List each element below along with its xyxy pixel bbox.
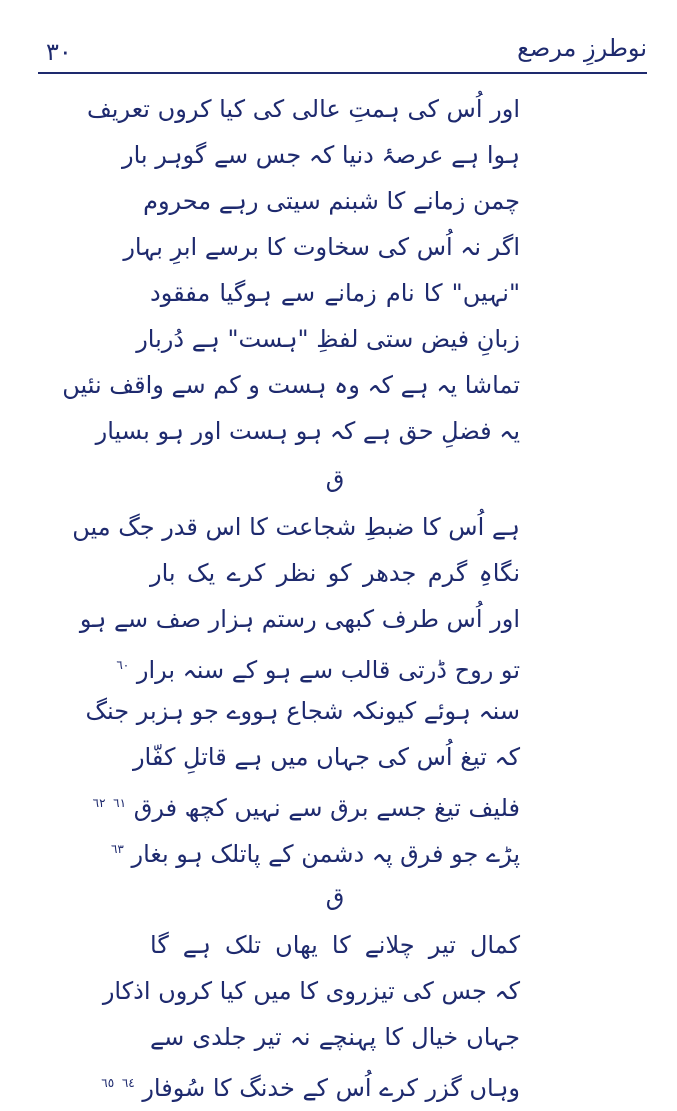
- verse-line: کہ تیغ اُس کی جہاں میں ہے قاتلِ کفّار: [132, 743, 520, 771]
- verse-text: پڑے جو فرق پہ دشمن کے پاتلک ہو بغار: [131, 840, 520, 868]
- footnote-ref: ٦٤: [121, 1076, 135, 1090]
- verse-line: اگر نہ اُس کی سخاوت کا برسے ابرِ بہار: [123, 233, 520, 261]
- verse-line: کہ جس کی تیزروی کا میں کیا کروں اذکار: [102, 977, 520, 1005]
- header-rule: [38, 72, 647, 74]
- verse-line: جہاں خیال کا پہنچے نہ تیر جلدی سے: [150, 1023, 520, 1051]
- verse-line: اور اُس کی ہمتِ عالی کی کیا کروں تعریف: [86, 95, 520, 123]
- verse-line: ہے اُس کا ضبطِ شجاعت کا اس قدر جگ میں: [72, 513, 520, 541]
- verse-line: یہ فضلِ حق ہے کہ ہو ہست اور ہو بسیار: [95, 417, 520, 445]
- verse-line: زبانِ فیض ستی لفظِ "ہست" ہے دُربار: [136, 325, 520, 353]
- verse-line-with-note: [101, 1060, 520, 1106]
- running-title: نوطرزِ مرصع: [517, 34, 647, 62]
- verse-line: ہوا ہے عرصۂ دنیا کہ جس سے گوہر بار: [121, 141, 520, 169]
- poem-body: [62, 86, 520, 1106]
- page-header: [38, 30, 647, 70]
- verse-line: سنہ ہوئے کیونکہ شجاع ہووے جو ہزبر جنگ: [85, 697, 520, 725]
- verse-line: تماشا یہ ہے کہ وہ ہست و کم سے واقف نئیں: [62, 371, 520, 399]
- verse-line-with-note: [110, 826, 520, 872]
- verse-line-with-note: [116, 642, 520, 688]
- verse-line-with-note: [92, 780, 520, 826]
- qita-marker: ق: [325, 883, 345, 911]
- footnote-ref: ٦٥: [101, 1076, 115, 1090]
- footnote-ref: ٦٢: [92, 796, 106, 810]
- verse-line: اور اُس طرف کبھی رستم ہزار صف سے ہو: [79, 605, 520, 633]
- page-number: ۳۰: [46, 38, 72, 66]
- verse-line: چمن زمانے کا شبنم سیتی رہے محروم: [143, 187, 520, 215]
- verse-line: نگاہِ گرم جدھر کو نظر کرے یک بار: [150, 559, 520, 587]
- qita-marker: ق: [325, 465, 345, 493]
- verse-line: "نہیں" کا نام زمانے سے ہوگیا مفقود: [150, 279, 520, 307]
- verse-text: تو روح ڈرتی قالب سے ہو کے سنہ برار: [136, 656, 520, 684]
- footnote-ref: ٦١: [113, 796, 127, 810]
- verse-text: فلیف تیغ جسے برق سے نہیں کچھ فرق: [133, 794, 520, 822]
- verse-text: وہاں گزر کرے اُس کے خدنگ کا سُوفار: [142, 1074, 520, 1102]
- verse-line: کمال تیر چلانے کا یھاں تلک ہے گا: [150, 931, 520, 959]
- footnote-ref: ٦٠: [116, 658, 130, 672]
- footnote-ref: ٦٣: [110, 842, 124, 856]
